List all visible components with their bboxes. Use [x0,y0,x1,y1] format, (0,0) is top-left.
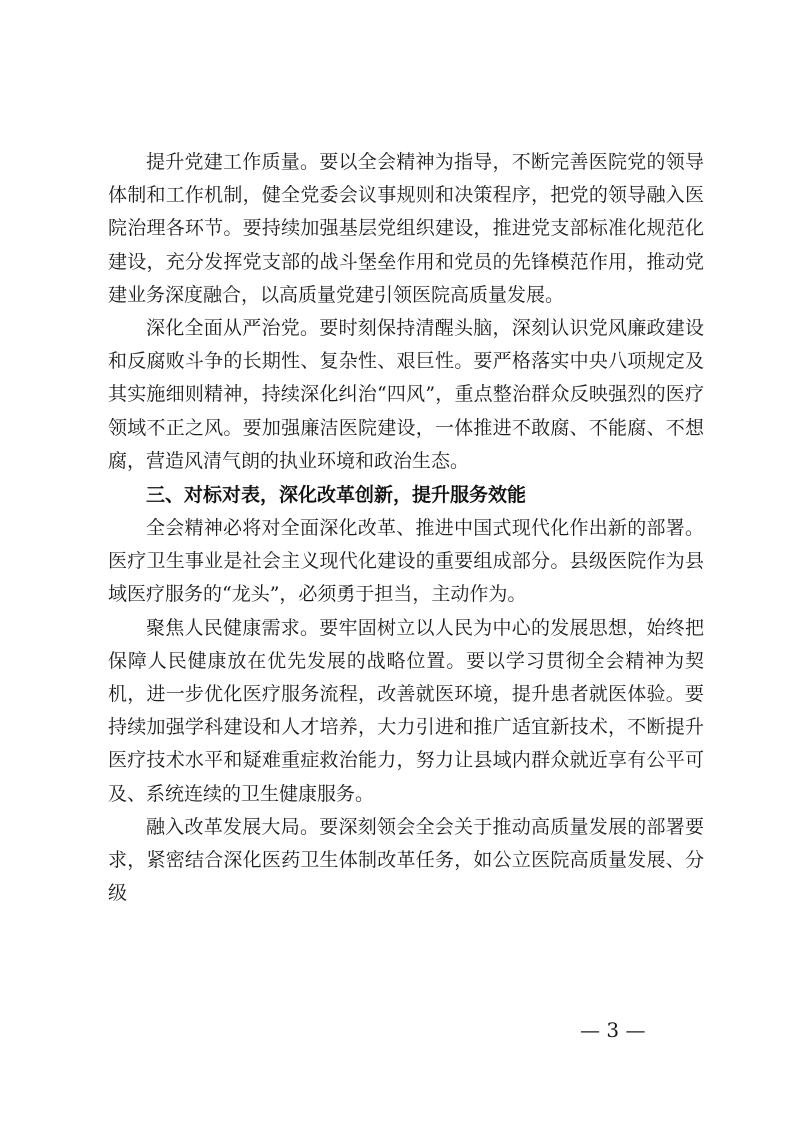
section-heading-three: 三、对标对表，深化改革创新，提升服务效能 [146,484,527,507]
paragraph-reform-development: 融入改革发展大局。要深刻领会全会关于推动高质量发展的部署要求，紧密结合深化医药卫生体制改革任务，如公立医院高质量发展、分级 [108,815,704,905]
paragraph-reform-intro: 全会精神必将对全面深化改革、推进中国式现代化作出新的部署。医疗卫生事业是社会主义现代化建设的重要组成部分。县级医院作为县域医疗服务的“龙头”，必须勇于担当，主动作为。 [108,517,704,606]
paragraph-party-building: 提升党建工作质量。要以全会精神为指导，不断完善医院党的领导体制和工作机制，健全党委会议事规则和决策程序，把党的领导融入医院治理各环节。要持续加强基层党组织建设，推进党支部标准化规范化建设，充分发挥党支部的战斗堡垒作用和党员的先锋模范作用，推动党建业务深度融合，以高质量党建引领医院高质量发展。 [108,151,704,306]
paragraph-health-needs: 聚焦人民健康需求。要牢固树立以人民为中心的发展思想，始终把保障人民健康放在优先发展的战略位置。要以学习贯彻全会精神为契机，进一步优化医疗服务流程，改善就医环境，提升患者就医体验。要持续加强学科建设和人才培养，大力引进和推广适宜新技术，不断提升医疗技术水平和疑难重症救治能力，努力让县域内群众就近享有公平可及、系统连续的卫生健康服务。 [108,616,704,805]
document-body [108,146,704,910]
page-number: — 3 — [580,1018,646,1042]
paragraph-strict-governance: 深化全面从严治党。要时刻保持清醒头脑，深刻认识党风廉政建设和反腐败斗争的长期性、复杂性、艰巨性。要严格落实中央八项规定及其实施细则精神，持续深化纠治“四风”，重点整治群众反映强烈的医疗领域不正之风。要加强廉洁医院建设，一体推进不敢腐、不能腐、不想腐，营造风清气朗的执业环境和政治生态。 [108,317,704,472]
